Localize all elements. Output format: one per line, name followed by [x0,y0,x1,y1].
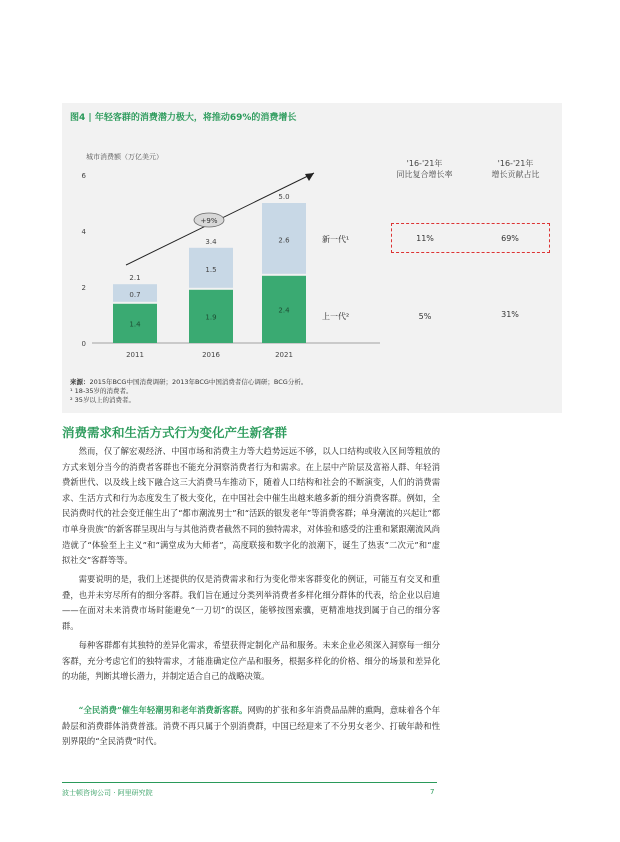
bar-old-gen-label: 2.4 [278,306,290,315]
y-tick-label: 6 [81,172,86,180]
paragraph-3: 每种客群都有其独特的差异化需求，希望获得定制化产品和服务。未来企业必须深入洞察每一细分客群，充分考虑它们的独特需求，才能准确定位产品和服务，根据多样化的价格、细分的场景和差异化的功能，判断其增长潜力，并制定适合自己的战略决策。 [62,640,440,682]
paragraph-2: 需要说明的是，我们上述提供的仅是消费需求和行为变化带来客群变化的例证，可能互有交叉和重叠，也并未穷尽所有的细分客群。我们旨在通过分类列举消费者多样化细分群体的代表，给企业以启迪——在面对未来消费市场时能避免“一刀切”的误区，能够按图索骥，更精准地找到属于自己的细分客群。 [62,574,440,631]
bar-new-gen-label: 1.5 [205,265,217,274]
y-axis-label: 城市消费额（万亿美元） [86,153,163,161]
paragraph-4-rest: 网购的扩张和多年消费品品牌的熏陶，意味着各个年龄层和消费群体消费普涨。消费不再只属于个别消费群，中国已经迎来了不分男女老少、打破年龄和性别界限的“全民消费”时代。 [62,705,440,747]
figure-title: 图4 | 年轻客群的消费潜力极大，将推动69%的消费增长 [70,113,297,123]
page-number: 7 [430,788,435,796]
source-text: 2015年BCG中国消费调研；2013年BCG中国消费者信心调研；BCG分析。 [89,378,308,386]
growth-badge-label: +9% [200,217,218,225]
new-share-value: 69% [501,234,519,243]
paragraph-4 [62,703,440,750]
source-label: 来源： [70,378,90,386]
bar-total-label: 5.0 [278,193,290,201]
paragraph-4-highlight: “全民消费”催生年轻潮男和老年消费新客群。 [78,705,248,715]
bar-new-gen-label: 2.6 [278,236,290,245]
footnote-2: ² 35岁以上的消费者。 [70,396,135,404]
bar-total-label: 2.1 [129,274,141,283]
old-share-value: 31% [501,310,519,319]
x-tick-label: 2021 [275,351,293,359]
bar-new-gen-label: 0.7 [129,291,141,299]
col-head-cagr: '16-'21年 同比复合增长率 [396,159,453,179]
x-tick-label: 2011 [126,351,144,359]
y-tick-label: 0 [81,340,86,348]
gen-old-label: 上一代² [322,312,350,321]
section-title: 消费需求和生活方式行为变化产生新客群 [62,425,288,440]
paragraph-1: 然而，仅了解宏观经济、中国市场和消费主力等大趋势远远不够，以人口结构或收入区间等粗放的方式来划分当今的消费者客群也不能充分洞察消费者行为和需求。在上层中产阶层及富裕人群、年轻消费新世代、以及线上线下融合这三大消费马车推动下，随着人口结构和社会的不断演变，人们的消费需求、生活方式和行为态度发生了极大变化，在中国社会中催生出越来越多新的细分消费客群。例如，全民消费时代的社会变迁催生出了“都市潮流男士”和“活跃的银发老年”等消费客群；单身潮流的兴起让“都市单身贵族”的新客群呈现出与与其他消费者截然不同的独特需求，对体验和感受的注重和紧跟潮流风尚造就了“体验至上主义”和“满堂成为大师者”，高度联接和数字化的浪潮下，诞生了热衷“二次元”和“虚拟社交”客群等等。 [62,446,440,566]
bar-total-label: 3.4 [205,237,217,246]
source-notes [70,378,307,405]
figure-panel [62,103,562,413]
y-tick-label: 4 [81,228,86,236]
bar-old-gen-label: 1.9 [205,313,217,322]
footer-divider [62,782,437,783]
new-cagr-value: 11% [416,234,434,243]
bar-old-gen-label: 1.4 [129,320,141,329]
footer-org: 波士顿咨询公司 · 阿里研究院 [62,789,153,797]
col-head-share: '16-'21年 增长贡献占比 [491,159,540,179]
gen-new-label: 新一代¹ [322,235,350,244]
footnote-1: ¹ 18-35岁的消费者。 [70,387,133,395]
old-cagr-value: 5% [418,312,432,321]
y-tick-label: 2 [81,284,86,292]
x-tick-label: 2016 [202,351,220,359]
